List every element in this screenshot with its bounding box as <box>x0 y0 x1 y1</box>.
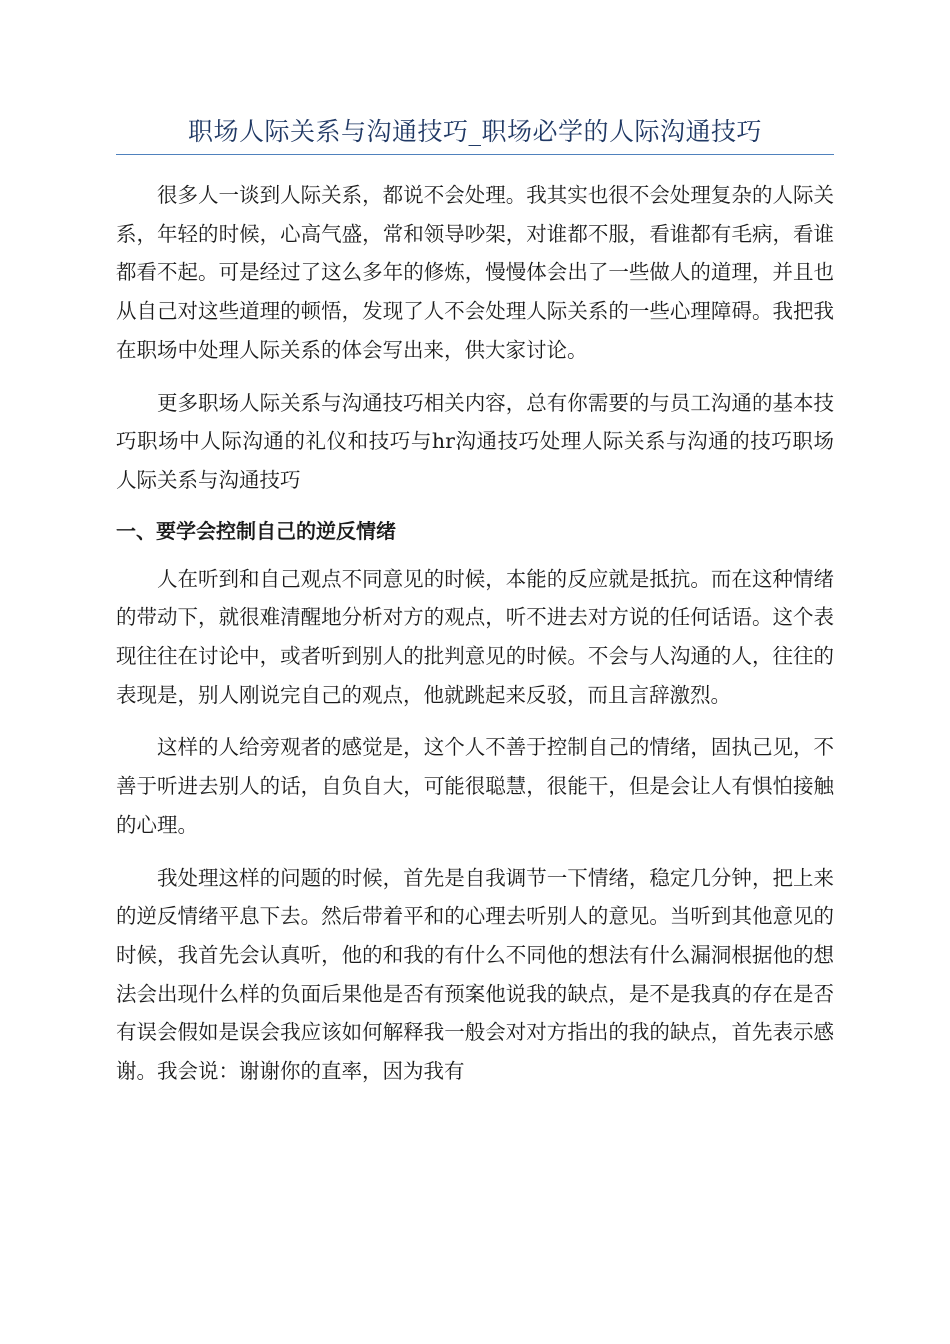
paragraph-section1-2: 这样的人给旁观者的感觉是，这个人不善于控制自己的情绪，固执己见，不善于听进去别人的话，自负自大，可能很聪慧，很能干，但是会让人有惧怕接触的心理。 <box>116 735 834 837</box>
paragraph-intro-2: 更多职场人际关系与沟通技巧相关内容，总有你需要的与员工沟通的基本技巧职场中人际沟通的礼仪和技巧与hr沟通技巧处理人际关系与沟通的技巧职场人际关系与沟通技巧 <box>116 390 834 492</box>
paragraph-section1-1: 人在听到和自己观点不同意见的时候，本能的反应就是抵抗。而在这种情绪的带动下，就很难清醒地分析对方的观点，听不进去对方说的任何话语。这个表现往往在讨论中，或者听到别人的批判意见的时候。不会与人沟通的人，往往的表现是，别人刚说完自己的观点，他就跳起来反驳，而且言辞激烈。 <box>116 566 834 707</box>
document-title: 职场人际关系与沟通技巧_职场必学的人际沟通技巧 <box>187 117 762 146</box>
paragraph-intro-1: 很多人一谈到人际关系，都说不会处理。我其实也很不会处理复杂的人际关系，年轻的时候，心高气盛，常和领导吵架，对谁都不服，看谁都有毛病，看谁都看不起。可是经过了这么多年的修炼，慢慢体会出了一些做人的道理，并且也从自己对这些道理的顿悟，发现了人不会处理人际关系的一些心理障碍。我把我在职场中处理人际关系的体会写出来，供大家讨论。 <box>116 183 834 362</box>
section-heading-1: 一、要学会控制自己的逆反情绪 <box>116 518 396 543</box>
title-underline <box>116 154 834 155</box>
document-body <box>116 176 834 1105</box>
paragraph-section1-3: 我处理这样的问题的时候，首先是自我调节一下情绪，稳定几分钟，把上来的逆反情绪平息下去。然后带着平和的心理去听别人的意见。当听到其他意见的时候，我首先会认真听，他的和我的有什么不同他的想法有什么漏洞根据他的想法会出现什么样的负面后果他是否有预案他说我的缺点，是不是我真的存在是否有误会假如是误会我应该如何解释我一般会对对方指出的我的缺点，首先表示感谢。我会说：谢谢你的直率，因为我有 <box>116 865 834 1084</box>
